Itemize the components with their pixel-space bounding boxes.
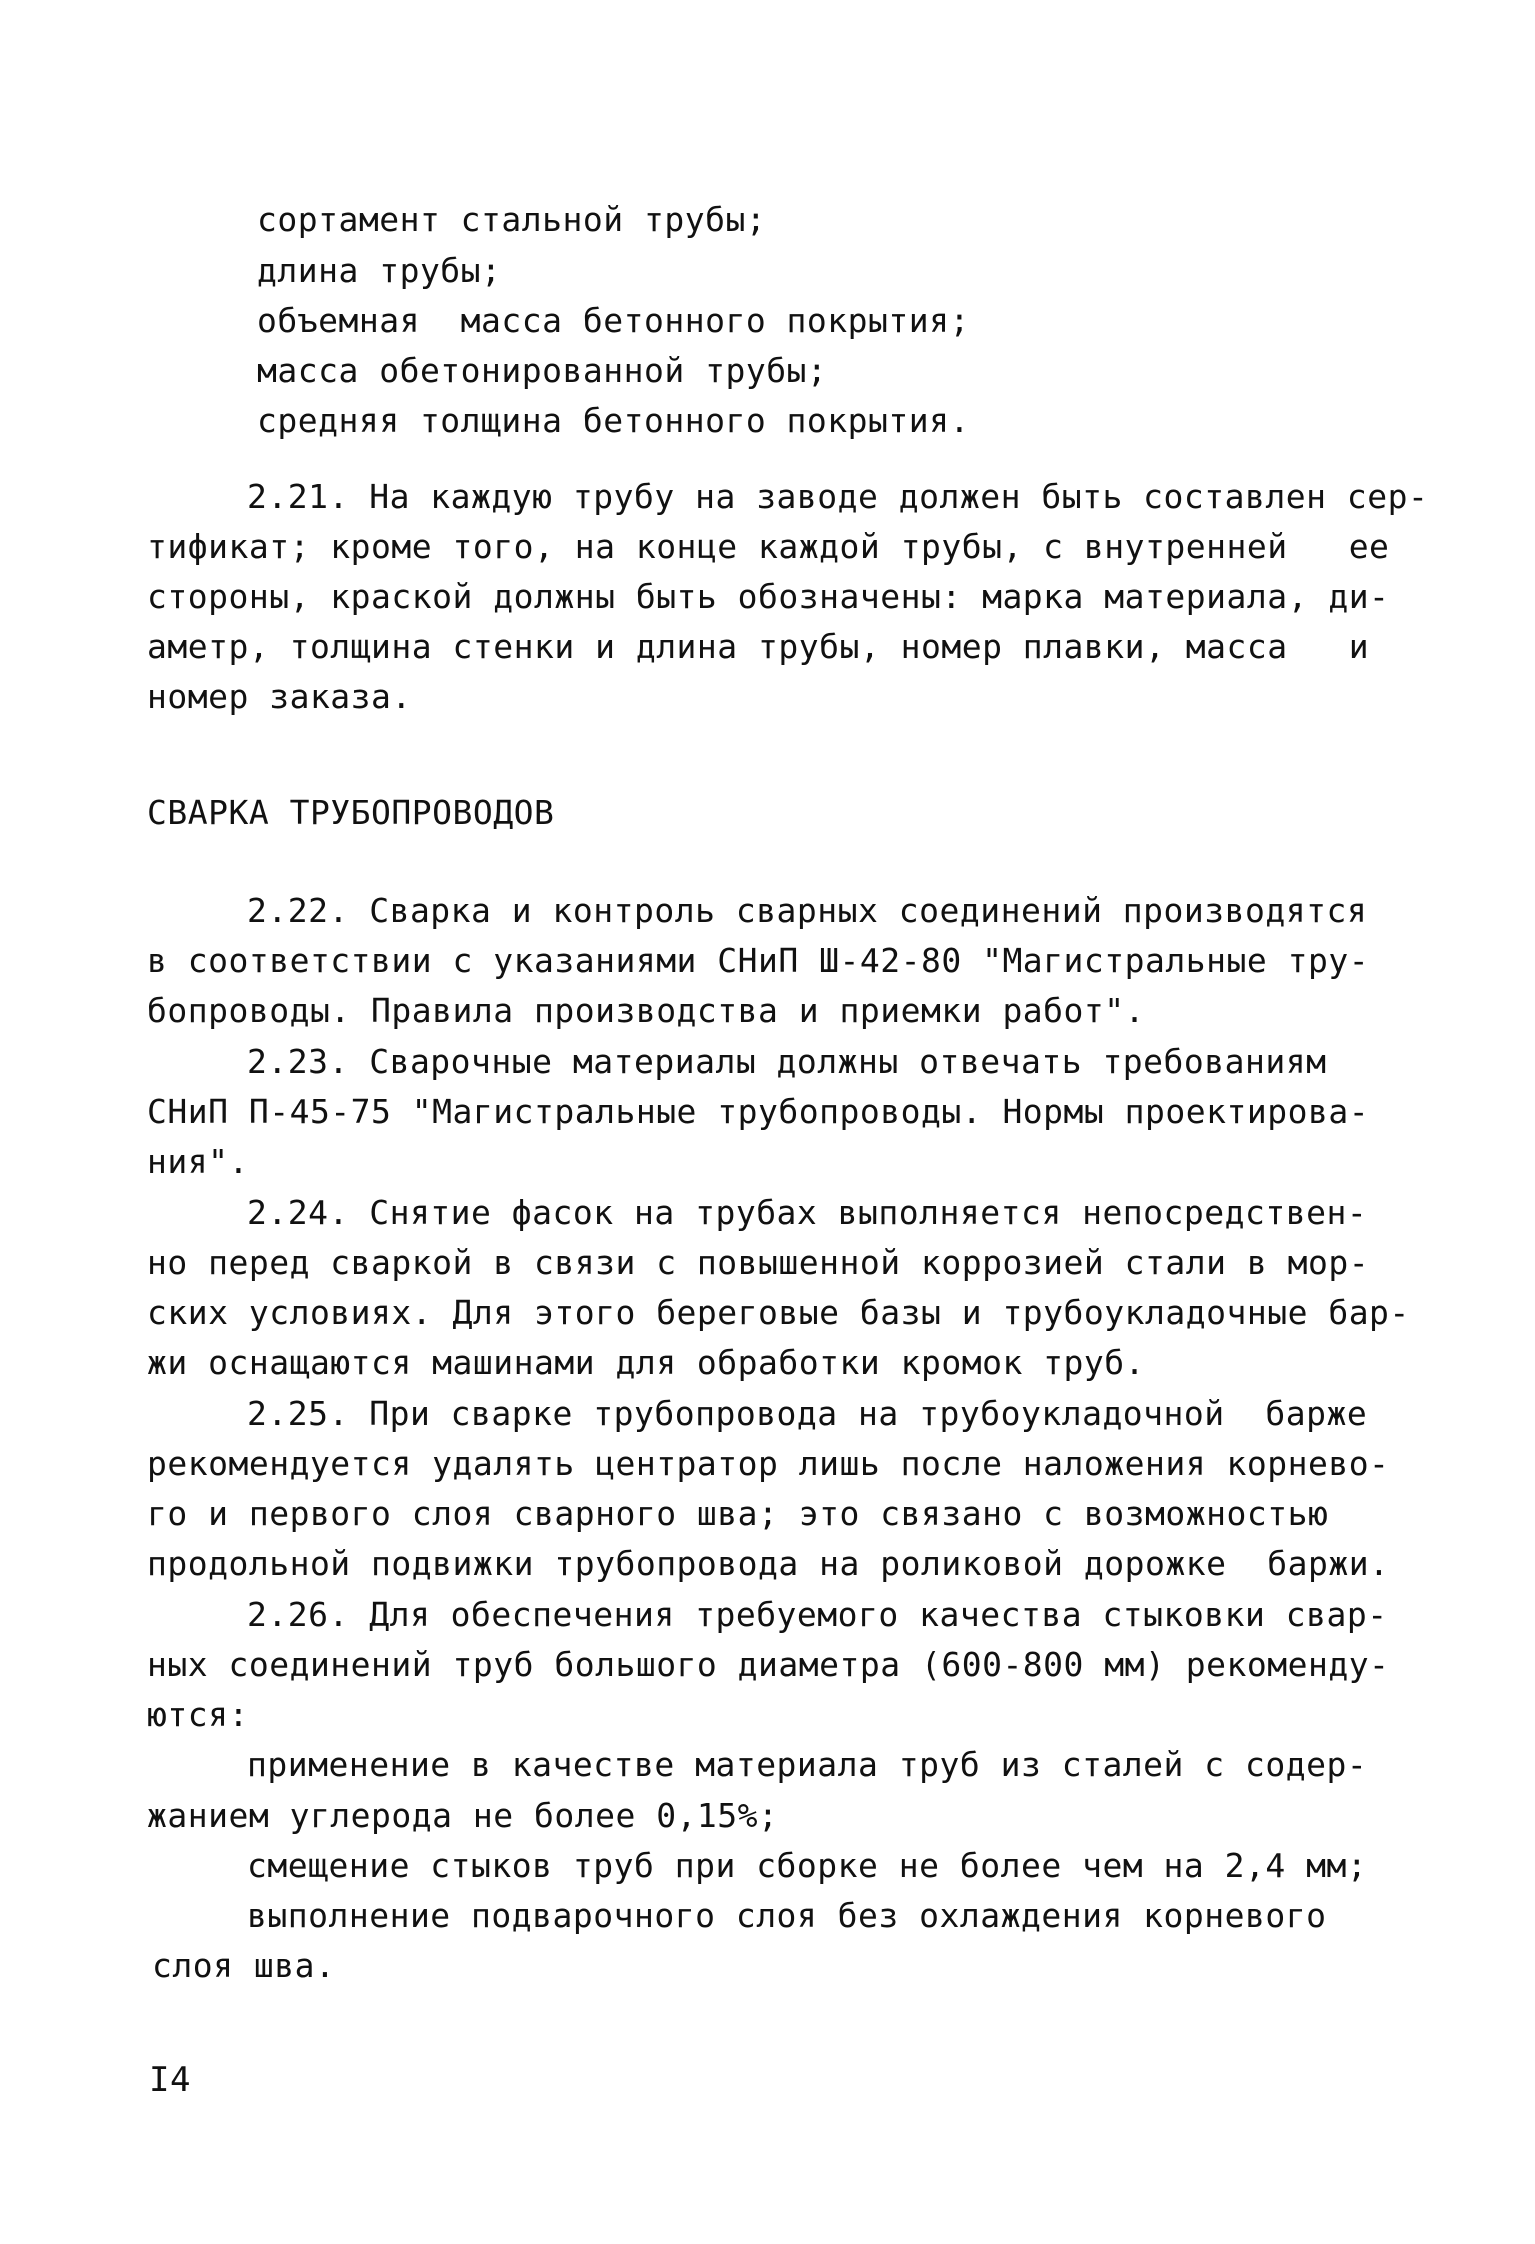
paragraph-line: ния".	[147, 1142, 249, 1181]
paragraph-line: 2.24. Снятие фасок на трубах выполняется непосредствен-	[247, 1193, 1368, 1232]
paragraph-line: СНиП П-45-75 "Магистральные трубопроводы. Нормы проектирова-	[147, 1092, 1370, 1131]
paragraph-line: продольной подвижки трубопровода на роликовой дорожке баржи.	[147, 1544, 1390, 1583]
paragraph-line: стороны, краской должны быть обозначены: марка материала, ди-	[147, 577, 1390, 616]
section-heading: СВАРКА ТРУБОПРОВОДОВ	[147, 793, 555, 832]
paragraph-line: в соответствии с указаниями СНиП Ш-42-80 "Магистральные тру-	[147, 941, 1370, 980]
recommendation-line: выполнение подварочного слоя без охлаждения корневого	[247, 1896, 1327, 1935]
paragraph-line: рекомендуется удалять центратор лишь после наложения корнево-	[147, 1444, 1390, 1483]
list-item: длина трубы;	[257, 251, 502, 290]
paragraph-line: ских условиях. Для этого береговые базы и трубоукладочные бар-	[147, 1293, 1410, 1332]
paragraph-line: ных соединений труб большого диаметра (600-800 мм) рекоменду-	[147, 1645, 1390, 1684]
paragraph-line: аметр, толщина стенки и длина трубы, номер плавки, масса и	[147, 627, 1370, 666]
recommendation-line: жанием углерода не более 0,15%;	[147, 1796, 779, 1835]
list-item: объемная масса бетонного покрытия;	[257, 301, 970, 340]
paragraph-line: 2.23. Сварочные материалы должны отвечать требованиям	[247, 1042, 1327, 1081]
paragraph-line: 2.25. При сварке трубопровода на трубоукладочной барже	[247, 1394, 1368, 1433]
paragraph-line: го и первого слоя сварного шва; это связано с возможностью	[147, 1494, 1329, 1533]
paragraph-line: ются:	[147, 1695, 249, 1734]
list-item: сортамент стальной трубы;	[257, 200, 767, 239]
page-number: I4	[149, 2060, 191, 2100]
paragraph-line: тификат; кроме того, на конце каждой трубы, с внутренней ее	[147, 527, 1390, 566]
recommendation-line: смещение стыков труб при сборке не более чем на 2,4 мм;	[247, 1846, 1368, 1885]
paragraph-line: номер заказа.	[147, 677, 412, 716]
paragraph-line: 2.22. Сварка и контроль сварных соединений производятся	[247, 891, 1368, 930]
recommendation-line: применение в качестве материала труб из сталей с содер-	[247, 1745, 1368, 1784]
paragraph-line: 2.21. На каждую трубу на заводе должен быть составлен сер-	[247, 477, 1429, 516]
paragraph-line: 2.26. Для обеспечения требуемого качества стыковки свар-	[247, 1595, 1388, 1634]
paragraph-line: жи оснащаются машинами для обработки кромок труб.	[147, 1343, 1146, 1382]
recommendation-line: слоя шва.	[152, 1946, 336, 1985]
paragraph-line: но перед сваркой в связи с повышенной коррозией стали в мор-	[147, 1243, 1370, 1282]
list-item: средняя толщина бетонного покрытия.	[257, 401, 970, 440]
list-item: масса обетонированной трубы;	[257, 351, 828, 390]
paragraph-line: бопроводы. Правила производства и приемки работ".	[147, 991, 1146, 1030]
